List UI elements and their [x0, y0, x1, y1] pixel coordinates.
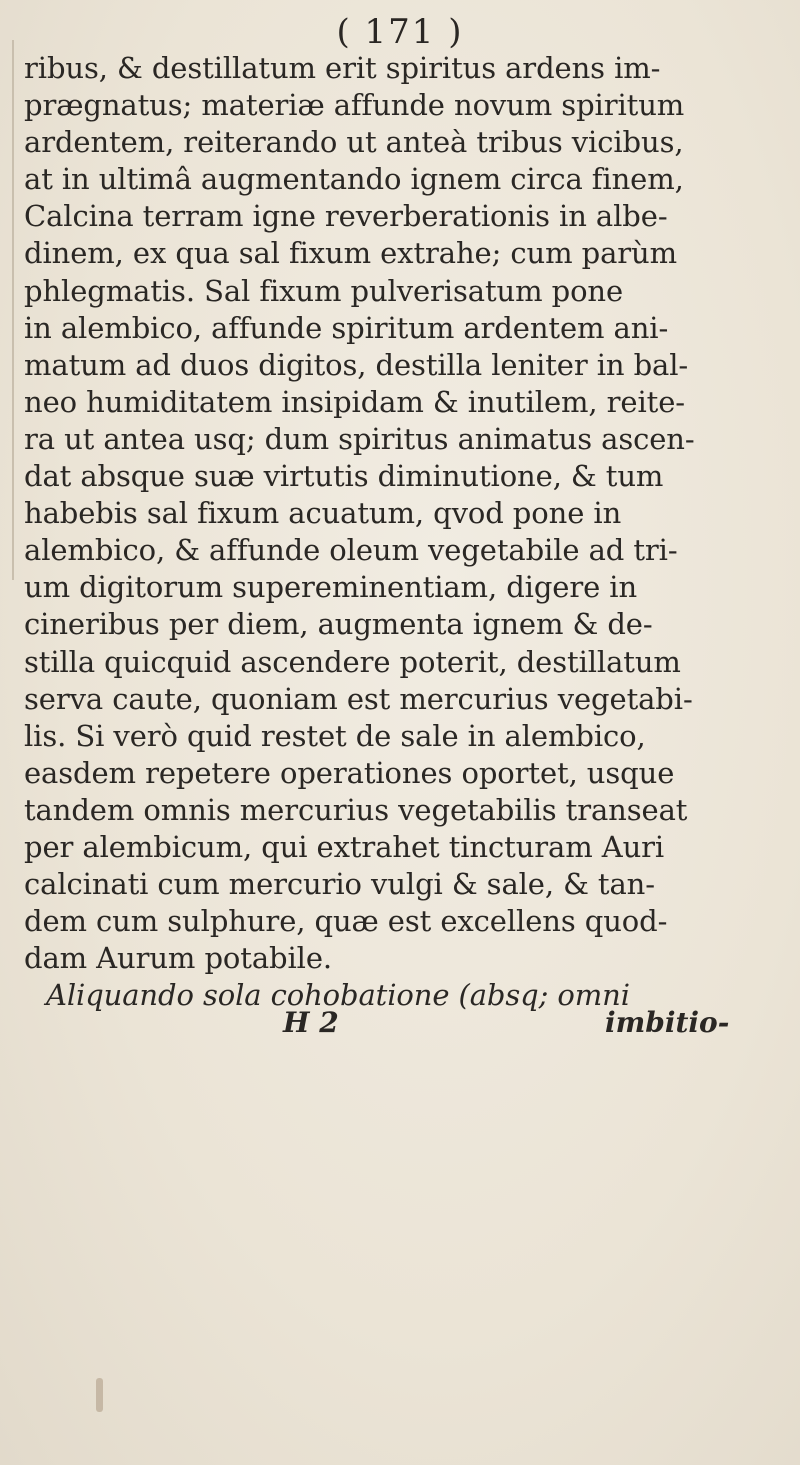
signature-mark: H 2	[283, 1006, 339, 1039]
page-number: ( 171 )	[336, 12, 464, 52]
text-line: habebis sal fixum acuatum, qvod pone in	[24, 496, 622, 531]
text-line: per alembicum, qui extrahet tincturam Auri	[24, 829, 665, 864]
text-line: dem cum sulphure, quæ est excellens quod-	[24, 904, 668, 939]
gutter-rule	[12, 40, 14, 580]
text-line: lis. Si verò quid restet de sale in alembico,	[24, 718, 646, 753]
text-line: tandem omnis mercurius vegetabilis transeat	[24, 792, 688, 827]
paper-blemish	[96, 1378, 103, 1412]
catchword: imbitio-	[605, 1006, 730, 1039]
text-line: stilla quicquid ascendere poterit, destillatum	[24, 644, 681, 679]
text-line-italic: Aliquando sola cohobatione (absq; omni	[46, 978, 630, 1013]
text-line: ribus, & destillatum erit spiritus ardens im-	[24, 51, 661, 85]
body-text	[24, 50, 794, 1014]
text-line: in alembico, affunde spiritum ardentem ani-	[24, 310, 669, 345]
text-line: easdem repetere operationes oportet, usque	[24, 755, 675, 790]
text-line: matum ad duos digitos, destilla leniter in bal-	[24, 347, 689, 382]
text-line: calcinati cum mercurio vulgi & sale, & tan-	[24, 867, 655, 902]
text-line: cineribus per diem, augmenta ignem & de-	[24, 607, 653, 642]
text-line: um digitorum supereminentiam, digere in	[24, 570, 638, 605]
text-line: Calcina terram igne reverberationis in albe-	[24, 199, 668, 234]
text-line: dat absque suæ virtutis diminutione, & tum	[24, 459, 664, 494]
text-line: neo humiditatem insipidam & inutilem, reite-	[24, 384, 685, 419]
text-line: alembico, & affunde oleum vegetabile ad tri-	[24, 533, 678, 568]
text-line: prægnatus; materiæ affunde novum spiritum	[24, 88, 685, 123]
text-line: phlegmatis. Sal fixum pulverisatum pone	[24, 273, 624, 308]
page-footer	[0, 1005, 800, 1041]
text-line: dam Aurum potabile.	[24, 941, 333, 976]
text-line: ardentem, reiterando ut anteà tribus vicibus,	[24, 125, 684, 160]
text-line: dinem, ex qua sal fixum extrahe; cum parùm	[24, 236, 678, 271]
text-line: at in ultimâ augmentando ignem circa finem,	[24, 162, 684, 197]
text-line: serva caute, quoniam est mercurius vegetabi-	[24, 681, 693, 716]
text-line: ra ut antea usq; dum spiritus animatus ascen-	[24, 421, 695, 456]
